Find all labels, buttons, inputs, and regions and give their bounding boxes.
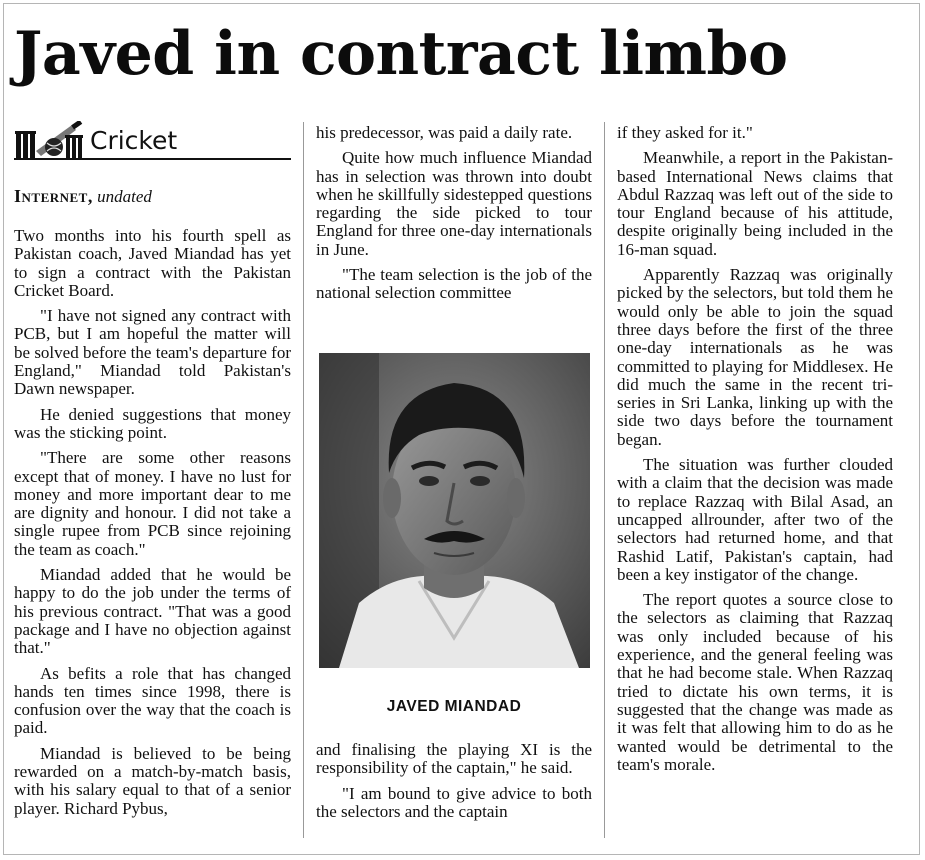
paragraph: Miandad is believed to be being rewarded on a match-by-match basis, with his salary equal to that of a senior player. Richard Pybus, bbox=[14, 743, 291, 818]
paragraph: his predecessor, was paid a daily rate. bbox=[316, 123, 573, 142]
paragraph: "There are some other reasons except that of money. I have no lust for money and more important dear to me are dignity and honour. I did not take a single rupee from PCB since rejoining the team as coach." bbox=[14, 448, 291, 559]
column-2-bottom bbox=[316, 741, 592, 828]
headline: Javed in contract limbo bbox=[14, 19, 788, 89]
dateline bbox=[14, 186, 152, 207]
photo-caption: JAVED MIANDAD bbox=[386, 698, 522, 715]
column-divider bbox=[303, 122, 304, 838]
portrait-photo bbox=[319, 353, 590, 668]
paragraph: Miandad added that he would be happy to do the job under the terms of his previous contract. "That was a good package and I have no objection against that." bbox=[14, 565, 291, 658]
section-label-text: Cricket bbox=[90, 125, 178, 155]
column-divider bbox=[604, 122, 605, 838]
paragraph: Meanwhile, a report in the Pakistan-based International News claims that Abdul Razzaq was left out of the side to tour England because of his attitude, despite originally being included in the 16-man squad. bbox=[617, 148, 893, 259]
paragraph: Quite how much influence Miandad has in selection was thrown into doubt when he skillfully sidestepped questions regarding the side picked to tour England for three one-day internationals in June. bbox=[316, 148, 592, 259]
paragraph: and finalising the playing XI is the responsibility of the captain," he said. bbox=[316, 740, 592, 778]
paragraph: Two months into his fourth spell as Pakistan coach, Javed Miandad has yet to sign a contract with the Pakistan Cricket Board. bbox=[14, 226, 291, 300]
paragraph: Apparently Razzaq was originally picked by the selectors, but told them he would only be able to join the squad three days before the first of the three one-day internationals as he was committed to playing for Middlesex. He did much the same in the recent tri-series in Sri Lanka, linking up with the side two days before the tournament began. bbox=[617, 265, 893, 449]
cricket-icon bbox=[14, 121, 86, 159]
dateline-place: Internet, bbox=[14, 186, 93, 206]
paragraph: The report quotes a source close to the selectors as claiming that Razzaq was only included because of his experience, and the general feeling was that he had become stale. When Razzaq tried to dictate his own terms, it is suggested that the change was made as it was felt that allowing him to do as he wanted would be detrimental to the team's morale. bbox=[617, 590, 893, 774]
paragraph: "I am bound to give advice to both the selectors and the captain bbox=[316, 783, 592, 821]
column-1 bbox=[14, 227, 291, 825]
paragraph: if they asked for it." bbox=[617, 123, 753, 142]
dateline-date: undated bbox=[97, 187, 152, 206]
paragraph: The situation was further clouded with a claim that the decision was made to replace Razzaq with Bilal Asad, an uncapped allrounder, after two of the selectors had returned home, and that Rashid Latif, Pakistan's captain, had been a key instigator of the change. bbox=[617, 455, 893, 584]
column-2-top bbox=[316, 124, 592, 310]
paragraph: "The team selection is the job of the national selection committee bbox=[316, 265, 592, 303]
paragraph: As befits a role that has changed hands ten times since 1998, there is confusion over the way that the coach is paid. bbox=[14, 663, 291, 738]
paragraph: "I have not signed any contract with PCB, but I am hopeful the matter will be solved before the team's departure for England," Miandad told Pakistan's Dawn newspaper. bbox=[14, 306, 291, 399]
section-rule bbox=[14, 158, 291, 160]
column-3 bbox=[617, 124, 893, 781]
section-label bbox=[14, 118, 291, 162]
paragraph: He denied suggestions that money was the sticking point. bbox=[14, 404, 291, 442]
